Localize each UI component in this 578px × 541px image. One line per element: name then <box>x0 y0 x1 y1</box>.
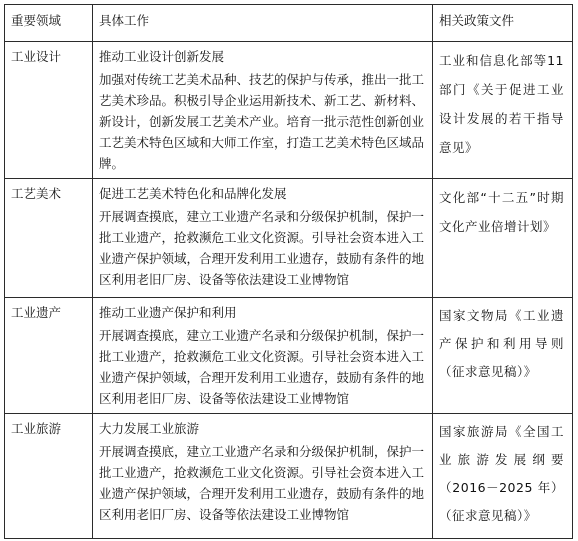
policy-cell <box>433 298 573 414</box>
policy-cell <box>433 179 573 298</box>
table-header-row <box>5 5 573 42</box>
work-cell <box>93 298 433 414</box>
policy-text: 国家旅游局《全国工业旅游发展纲要（2016－2025 年）（征求意见稿）》 <box>439 424 564 523</box>
work-title: 大力发展工业旅游 <box>99 421 200 436</box>
work-title: 推动工业遗产保护和利用 <box>99 305 237 320</box>
table-row <box>5 179 573 298</box>
work-cell <box>93 42 433 179</box>
work-description: 开展调查摸底，建立工业遗产名录和分级保护机制，保护一批工业遗产，抢救濒危工业文化资源。引导社会资本进入工业遗产保护领域，合理开发利用工业遗存，鼓励有条件的地区利用老旧厂房、设备等依法建设工业博物馆 <box>99 209 425 287</box>
policy-cell <box>433 42 573 179</box>
work-description: 开展调查摸底，建立工业遗产名录和分级保护机制，保护一批工业遗产，抢救濒危工业文化资源。引导社会资本进入工业遗产保护领域，合理开发利用工业遗存，鼓励有条件的地区利用老旧厂房、设备等依法建设工业博物馆 <box>99 328 425 406</box>
header-area: 重要领域 <box>5 5 93 42</box>
policy-text: 文化部“十二五”时期文化产业倍增计划》 <box>439 190 564 234</box>
area-cell: 工业设计 <box>5 42 93 179</box>
policy-table <box>4 4 573 539</box>
table-row <box>5 298 573 414</box>
table-row <box>5 42 573 179</box>
work-title: 推动工业设计创新发展 <box>99 49 225 64</box>
work-cell <box>93 414 433 539</box>
work-title: 促进工艺美术特色化和品牌化发展 <box>99 186 287 201</box>
table-row <box>5 414 573 539</box>
policy-cell <box>433 414 573 539</box>
header-policy: 相关政策文件 <box>433 5 573 42</box>
work-cell <box>93 179 433 298</box>
area-cell: 工业旅游 <box>5 414 93 539</box>
policy-text: 工业和信息化部等11部门《关于促进工业设计发展的若干指导意见》 <box>439 53 564 155</box>
area-cell: 工业遗产 <box>5 298 93 414</box>
header-work: 具体工作 <box>93 5 433 42</box>
area-cell: 工艺美术 <box>5 179 93 298</box>
work-description: 开展调查摸底，建立工业遗产名录和分级保护机制，保护一批工业遗产，抢救濒危工业文化资源。引导社会资本进入工业遗产保护领域，合理开发利用工业遗存，鼓励有条件的地区利用老旧厂房、设备等依法建设工业博物馆 <box>99 444 425 522</box>
policy-text: 国家文物局《工业遗产保护和利用导则（征求意见稿）》 <box>439 308 564 379</box>
work-description: 加强对传统工艺美术品种、技艺的保护与传承，推出一批工艺美术珍品。积极引导企业运用新技术、新工艺、新材料、新设计，创新发展工艺美术产业。培育一批示范性创新创业工艺美术特色区域和大师工作室，打造工艺美术特色区域品牌。 <box>99 72 425 171</box>
